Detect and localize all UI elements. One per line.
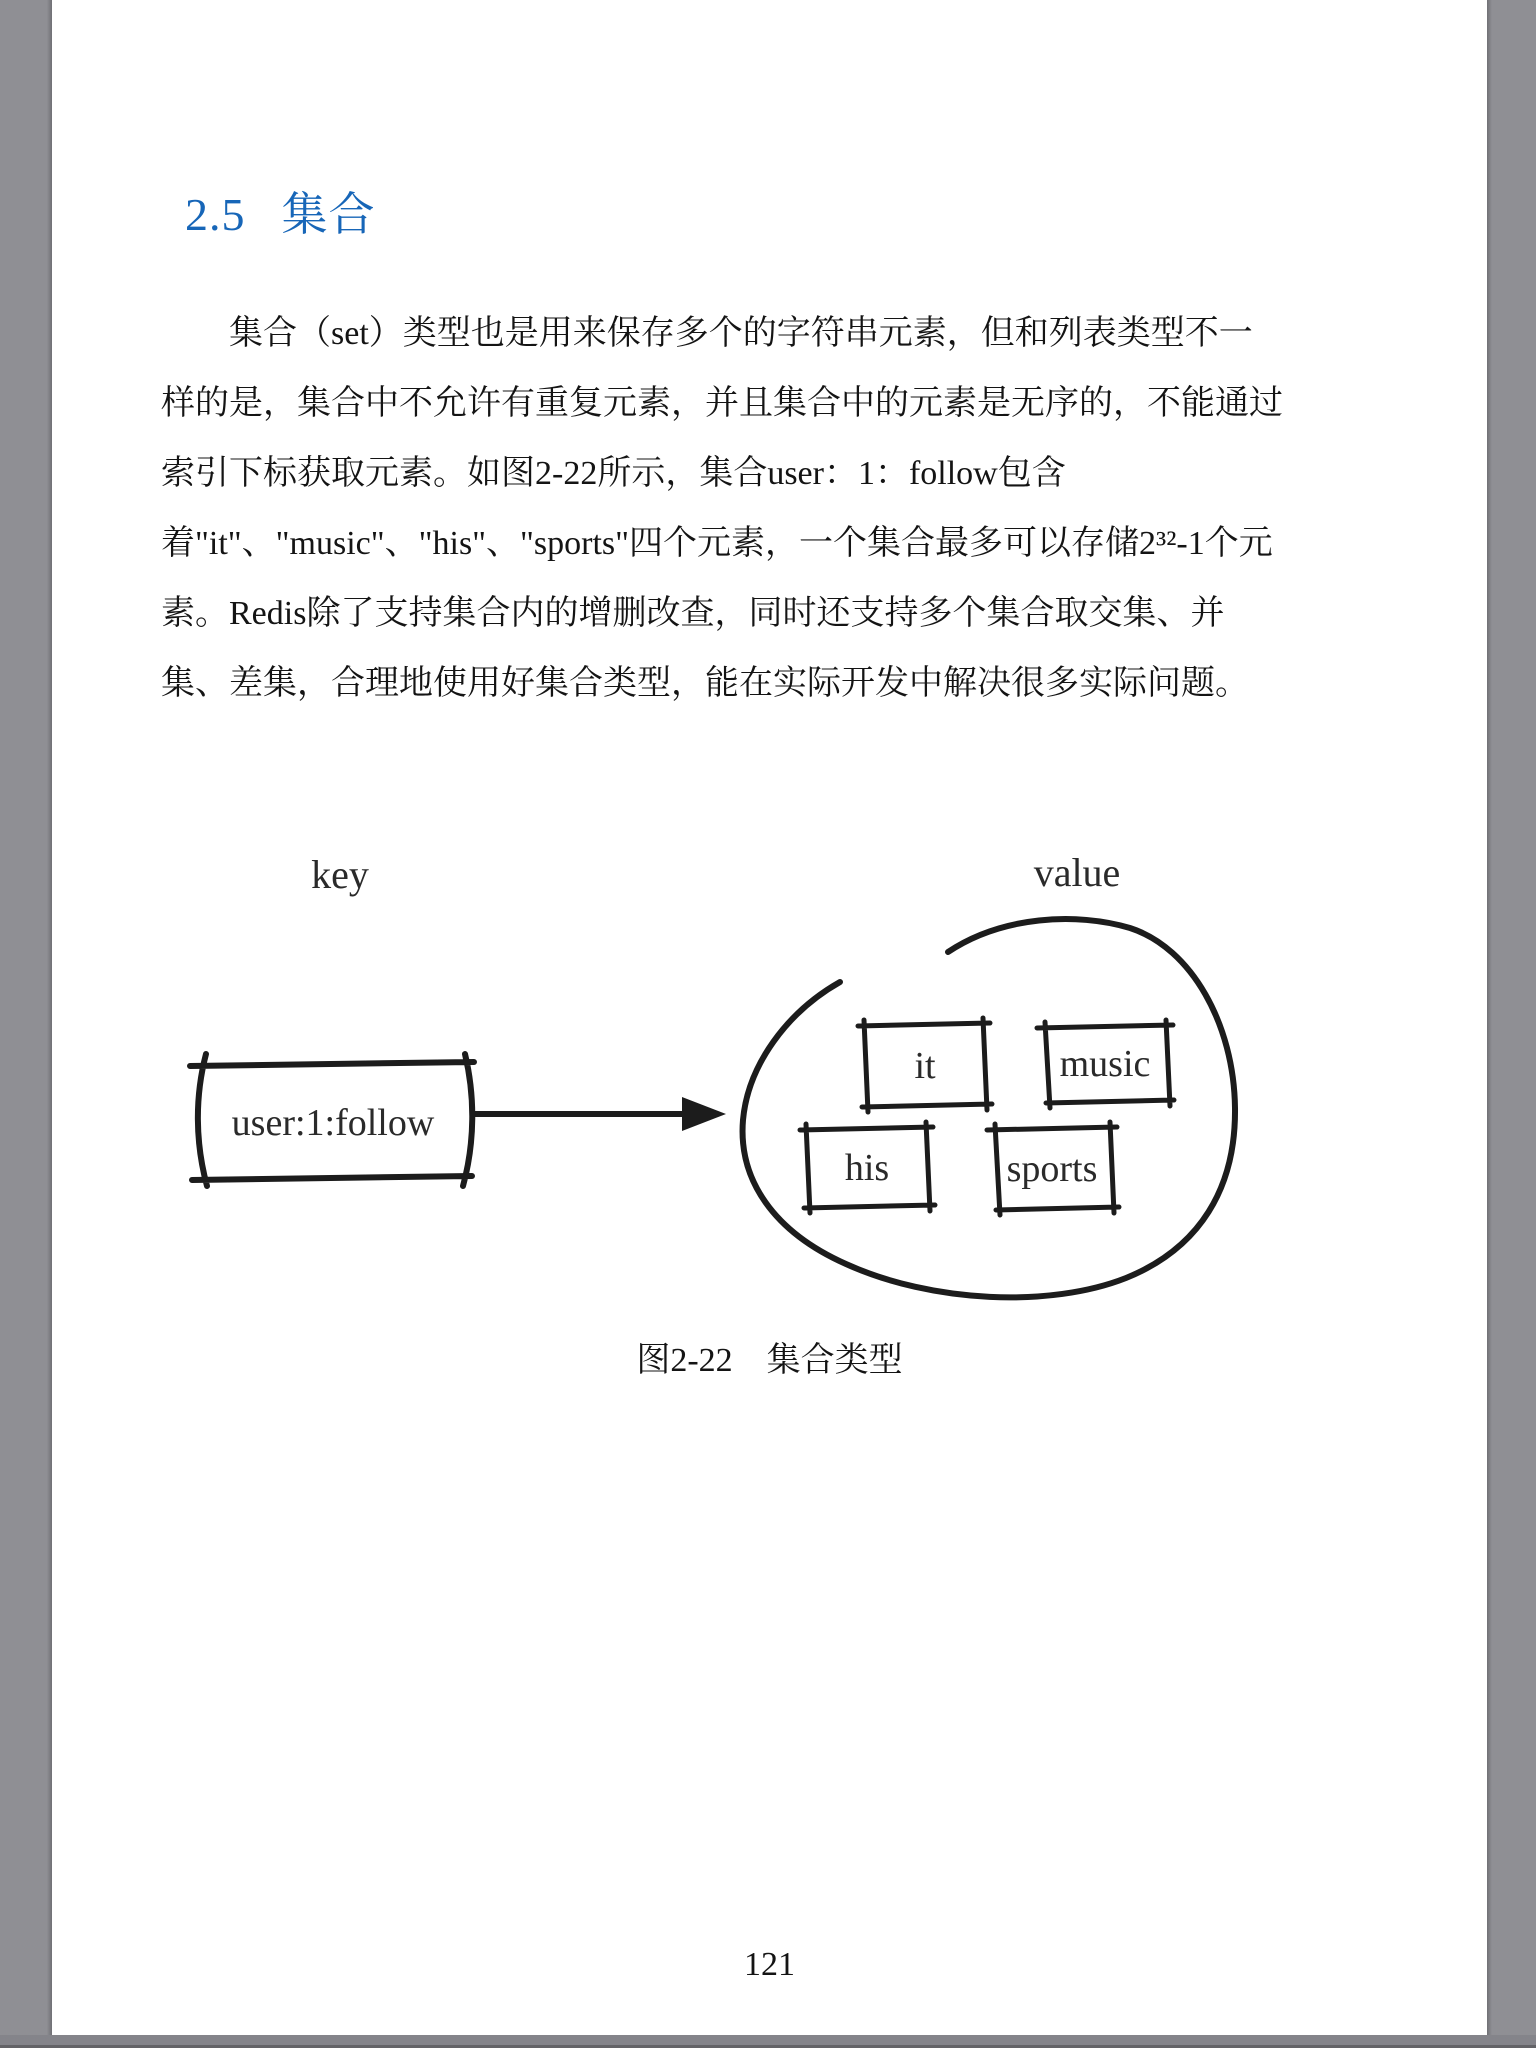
page-number: 121: [744, 1946, 795, 1983]
section-heading: [185, 178, 376, 244]
paragraph-line: 样的是，集合中不允许有重复元素，并且集合中的元素是无序的，不能通过: [161, 385, 1283, 422]
arrow-head: [682, 1097, 726, 1131]
figure-set-diagram: [52, 820, 1487, 1335]
section-title: 集合: [281, 189, 376, 240]
key-column-label: key: [311, 852, 369, 897]
paragraph-line: 素。Redis除了支持集合内的增删改查，同时还支持多个集合取交集、并: [161, 595, 1225, 632]
body-paragraph: [161, 299, 1401, 719]
figure-caption: 图2-22 集合类型: [636, 1342, 903, 1379]
member-his-label: his: [844, 1147, 890, 1189]
reader-border-bottom: [0, 2035, 1536, 2048]
paragraph-line: 集、差集，合理地使用好集合类型，能在实际开发中解决很多实际问题。: [161, 665, 1249, 702]
paragraph-line: 集合（set）类型也是用来保存多个的字符串元素，但和列表类型不一: [229, 315, 1253, 352]
paragraph-line: 着"it"、"music"、"his"、"sports"四个元素，一个集合最多可以存储2³²-1个元: [161, 525, 1273, 562]
key-box-label: user:1:follow: [231, 1102, 435, 1144]
member-music-label: music: [1059, 1043, 1151, 1085]
section-number: 2.5: [185, 189, 246, 240]
member-sports-label: sports: [1006, 1148, 1098, 1190]
reader-border-right: [1487, 0, 1536, 2048]
value-column-label: value: [1033, 850, 1121, 895]
paragraph-line: 索引下标获取元素。如图2-22所示，集合user：1：follow包含: [161, 455, 1066, 492]
member-it-label: it: [914, 1045, 936, 1087]
reader-border-left: [0, 0, 52, 2048]
